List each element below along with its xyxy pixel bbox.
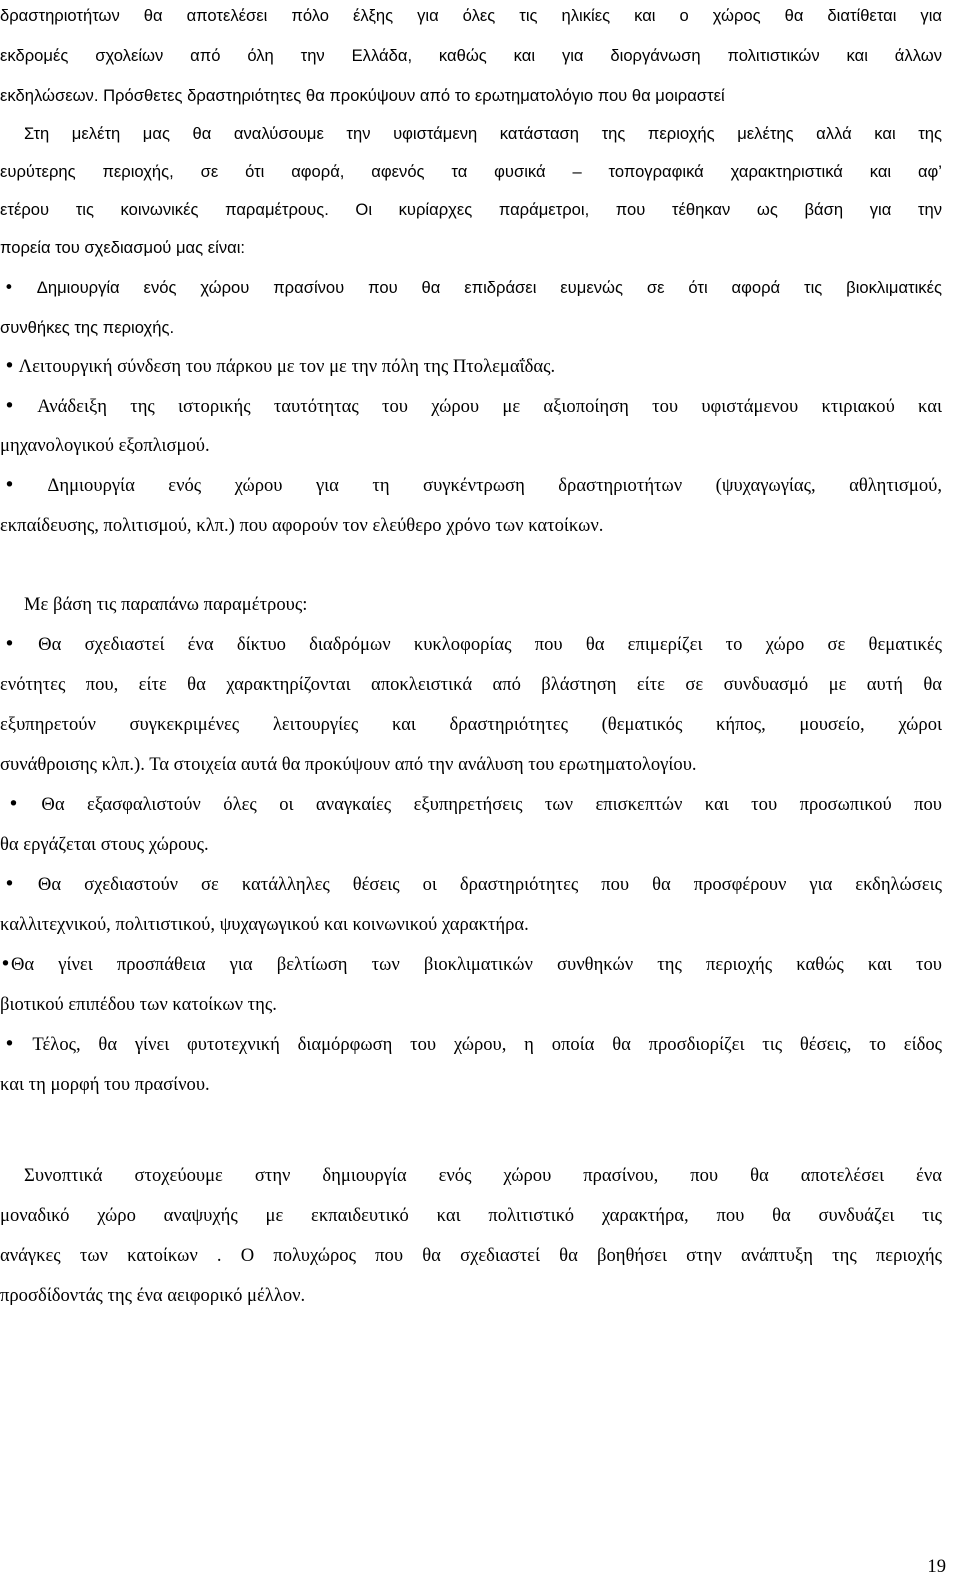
text-line: ανάγκες των κατοίκων . Ο πολυχώρος που θα σχεδιαστεί θα βοηθήσει στην ανάπτυξη της περιοχής <box>0 1245 942 1266</box>
text-line: βιοτικού επιπέδου των κατοίκων της. <box>0 994 277 1015</box>
text-line: Με βάση τις παραπάνω παραμέτρους: <box>24 594 308 615</box>
bullet-line: • Δημιουργία ενός χώρου για τη συγκέντρωση δραστηριοτήτων (ψυχαγωγίας, αθλητισμού, <box>4 474 942 498</box>
text-line: εκδρομές σχολείων από όλη την Ελλάδα, καθώς και για διοργάνωση πολιτιστικών και άλλων <box>0 46 942 65</box>
text-line: θα εργάζεται στους χώρους. <box>0 834 209 855</box>
text-line: προσδίδοντάς της ένα αειφορικό μέλλον. <box>0 1285 306 1306</box>
text-line: καλλιτεχνικού, πολιτιστικού, ψυχαγωγικού και κοινωνικού χαρακτήρα. <box>0 914 529 935</box>
bullet-line: • Θα σχεδιαστεί ένα δίκτυο διαδρόμων κυκλοφορίας που θα επιμερίζει το χώρο σε θεματικές <box>4 633 942 657</box>
text-line: ετέρου τις κοινωνικές παραμέτρους. Οι κυρίαρχες παράμετροι, που τέθηκαν ως βάση για την <box>0 200 942 219</box>
bullet-line: • Δημιουργία ενός χώρου πρασίνου που θα επιδράσει ευμενώς σε ότι αφορά τις βιοκλιματικές <box>4 276 942 300</box>
text-line: ενότητες που, είτε θα χαρακτηρίζονται αποκλειστικά από βλάστηση είτε σε συνδυασμό με αυτή θα <box>0 674 942 695</box>
page-number: 19 <box>927 1556 946 1577</box>
text-line: μηχανολογικού εξοπλισμού. <box>0 435 210 456</box>
text-line: Στη μελέτη μας θα αναλύσουμε την υφιστάμενη κατάσταση της περιοχής μελέτης αλλά και της <box>24 124 942 143</box>
bullet-line: • Θα γίνει προσπάθεια για βελτίωση των βιοκλιματικών συνθηκών της περιοχής καθώς και του <box>0 953 942 977</box>
text-line: ευρύτερης περιοχής, σε ότι αφορά, αφενός τα φυσικά – τοπογραφικά χαρακτηριστικά και αφ’ <box>0 162 942 181</box>
text-line: συνθήκες της περιοχής. <box>0 318 175 337</box>
text-line: εκδηλώσεων. Πρόσθετες δραστηριότητες θα προκύψουν από το ερωτηματολόγιο που θα μοιραστεί <box>0 86 725 105</box>
bullet-line: • Ανάδειξη της ιστορικής ταυτότητας του χώρου με αξιοποίηση του υφιστάμενου κτιριακού και <box>4 395 942 419</box>
text-line: και τη μορφή του πρασίνου. <box>0 1074 210 1095</box>
text-line: εξυπηρετούν συγκεκριμένες λειτουργίες και δραστηριότητες (θεματικός κήπος, μουσείο, χώροι <box>0 714 942 735</box>
bullet-line: • Θα σχεδιαστούν σε κατάλληλες θέσεις οι δραστηριότητες που θα προσφέρουν για εκδηλώσεις <box>4 873 942 897</box>
text-line: εκπαίδευσης, πολιτισμού, κλπ.) που αφορούν τον ελεύθερο χρόνο των κατοίκων. <box>0 515 604 536</box>
bullet-line: • Τέλος, θα γίνει φυτοτεχνική διαμόρφωση του χώρου, η οποία θα προσδιορίζει τις θέσεις, το είδος <box>4 1033 942 1057</box>
text-line: Συνοπτικά στοχεύουμε στην δημιουργία ενός χώρου πρασίνου, που θα αποτελέσει ένα <box>24 1165 942 1186</box>
bullet-line: • Θα εξασφαλιστούν όλες οι αναγκαίες εξυπηρετήσεις των επισκεπτών και του προσωπικού που <box>8 793 942 817</box>
text-line: συνάθροισης κλπ.). Τα στοιχεία αυτά θα προκύψουν από την ανάλυση του ερωτηματολογίου. <box>0 754 697 775</box>
text-line: δραστηριοτήτων θα αποτελέσει πόλο έλξης για όλες τις ηλικίες και ο χώρος θα διατίθεται για <box>0 6 942 25</box>
text-line: πορεία του σχεδιασμού μας είναι: <box>0 238 246 257</box>
bullet-line: • Λειτουργική σύνδεση του πάρκου με τον με την πόλη της Πτολεμαΐδας. <box>4 355 942 379</box>
text-line: μοναδικό χώρο αναψυχής με εκπαιδευτικό και πολιτιστικό χαρακτήρα, που θα συνδυάζει τις <box>0 1205 942 1226</box>
